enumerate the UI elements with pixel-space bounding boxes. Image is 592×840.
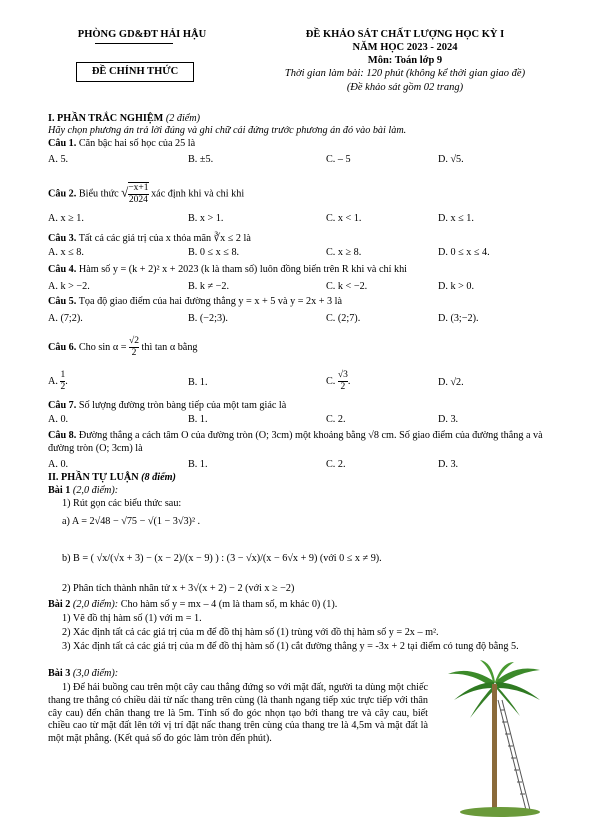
school-year: NĂM HỌC 2023 - 2024 bbox=[352, 42, 458, 54]
bai3-heading: Bài 3 (3,0 điểm): bbox=[48, 668, 119, 679]
q3-option-c: C. x ≥ 8. bbox=[326, 247, 362, 258]
question-1: Câu 1. Căn bậc hai số học của 25 là bbox=[48, 138, 196, 149]
q4-option-c: C. k < −2. bbox=[326, 281, 368, 292]
question-2: Câu 2. Biểu thức √ $\frac{-x+1}{2024}$ xác định khi và chỉ khi bbox=[48, 183, 245, 205]
q3-option-d: D. 0 ≤ x ≤ 4. bbox=[438, 247, 490, 258]
subject: Môn: Toán lớp 9 bbox=[367, 55, 443, 67]
question-5: Câu 5. Tọa độ giao điểm của hai đường thẳng y = x + 5 và y = 2x + 3 là bbox=[48, 296, 343, 307]
exam-title: ĐỀ KHẢO SÁT CHẤT LƯỢNG HỌC KỲ I bbox=[305, 29, 505, 40]
q4-option-d: D. k > 0. bbox=[438, 281, 475, 292]
q1-option-b: B. ±5. bbox=[188, 154, 214, 165]
palm-trunk bbox=[492, 684, 497, 812]
q3-option-a: A. x ≤ 8. bbox=[48, 247, 84, 258]
q5-option-d: D. (3;−2). bbox=[438, 313, 479, 324]
q7-option-d: D. 3. bbox=[438, 414, 459, 425]
question-6: Câu 6. Cho sin α = $\frac{√2}{2}$ thì tan α bằng bbox=[48, 336, 198, 358]
page-count: (Đề khảo sát gồm 02 trang) bbox=[346, 81, 464, 93]
exam-header bbox=[250, 28, 560, 94]
question-4: Câu 4. Hàm số y = (k + 2)² x + 2023 (k là tham số) luôn đồng biến trên R khi và chỉ khi bbox=[48, 264, 407, 275]
official-label: ĐỀ CHÍNH THỨC bbox=[76, 62, 194, 82]
q4-option-b: B. k ≠ −2. bbox=[188, 281, 230, 292]
q2-option-b: B. x > 1. bbox=[188, 213, 224, 224]
department-name: PHÒNG GD&ĐT HẢI HẬU bbox=[77, 29, 207, 40]
q7-option-a: A. 0. bbox=[48, 414, 69, 425]
time-limit: Thời gian làm bài: 120 phút (không kể thời gian giao đề) bbox=[284, 68, 526, 80]
question-3: Câu 3. Tất cả các giá trị của x thỏa mãn ∛x ≤ 2 là bbox=[48, 233, 251, 244]
bai1-expression-b: b) B = ( √x/(√x + 3) − (x − 2)/(x − 9) ) : (3 − √x)/(x − 6√x + 9) (với 0 ≤ x ≠ 9). bbox=[62, 553, 382, 564]
q6-option-b: B. 1. bbox=[188, 377, 208, 388]
header-divider bbox=[95, 43, 173, 44]
bai3-part1: 1) Để hái buồng cau trên một cây cau thẳng đứng so với mặt đất, người ta dùng một chiếc thang tre thẳng có chiều dài từ nấc thang trên cùng (là thanh ngang tiếp xúc trực tiếp với thân cây cau) đến chân thang tre là 5m. Tính số đo góc nhọn tạo bởi thang tre và cây cau, biết chiều cao từ mặt đất lên tới vị trí đặt nấc thang trên cùng của thang tre là 4,5m và mặt đất là một mặt phẳng. (Kết quả số đo góc làm tròn đến phút). bbox=[48, 682, 428, 744]
q1-option-d: D. √5. bbox=[438, 154, 464, 165]
q5-option-b: B. (−2;3). bbox=[188, 313, 228, 324]
bai2-part2: 2) Xác định tất cả các giá trị của m để đồ thị hàm số (1) trùng với đồ thị hàm số y = 2x – m². bbox=[62, 627, 439, 638]
q6-option-a: A. $\frac{1}{2}$ . bbox=[48, 370, 68, 392]
q3-option-b: B. 0 ≤ x ≤ 8. bbox=[188, 247, 240, 258]
q4-option-a: A. k > −2. bbox=[48, 281, 90, 292]
bai2-heading: Bài 2 (2,0 điểm): Cho hàm số y = mx – 4 (m là tham số, m khác 0) (1). bbox=[48, 599, 338, 610]
part2-heading: II. PHẦN TỰ LUẬN (8 điểm) bbox=[48, 472, 176, 483]
q5-option-c: C. (2;7). bbox=[326, 313, 361, 324]
palm-tree-illustration bbox=[440, 660, 550, 820]
q8-option-a: A. 0. bbox=[48, 459, 69, 470]
q2-option-a: A. x ≥ 1. bbox=[48, 213, 84, 224]
ground bbox=[460, 807, 540, 817]
question-7: Câu 7. Số lượng đường tròn bàng tiếp của một tam giác là bbox=[48, 400, 287, 411]
q2-fraction: $\frac{-x+1}{2024}$ bbox=[128, 183, 149, 205]
bai1-heading: Bài 1 (2,0 điểm): bbox=[48, 485, 119, 496]
q6-fraction: $\frac{√2}{2}$ bbox=[129, 336, 139, 358]
q5-option-a: A. (7;2). bbox=[48, 313, 83, 324]
q6-option-c: C. $\frac{√3}{2}$ . bbox=[326, 370, 351, 392]
bai2-part1: 1) Vẽ đồ thị hàm số (1) với m = 1. bbox=[62, 613, 202, 624]
q8-option-d: D. 3. bbox=[438, 459, 459, 470]
q1-option-a: A. 5. bbox=[48, 154, 69, 165]
bai1-expression-a: a) A = 2√48 − √75 − √(1 − 3√3)² . bbox=[62, 516, 201, 527]
q1-option-c: C. – 5 bbox=[326, 154, 351, 165]
q8-option-b: B. 1. bbox=[188, 459, 208, 470]
q2-option-c: C. x < 1. bbox=[326, 213, 362, 224]
bai1-part2: 2) Phân tích thành nhân tử x + 3√(x + 2) − 2 (với x ≥ −2) bbox=[62, 583, 295, 594]
q7-option-b: B. 1. bbox=[188, 414, 208, 425]
q8-option-c: C. 2. bbox=[326, 459, 346, 470]
q7-option-c: C. 2. bbox=[326, 414, 346, 425]
bai1-part1: 1) Rút gọn các biểu thức sau: bbox=[62, 498, 182, 509]
ladder bbox=[498, 700, 530, 810]
q6-option-d: D. √2. bbox=[438, 377, 464, 388]
part1-heading: I. PHẦN TRẮC NGHIỆM (2 điểm) bbox=[48, 113, 201, 124]
bai2-part3: 3) Xác định tất cả các giá trị của m để đồ thị hàm số (1) cắt đường thẳng y = -3x + 2 tại điểm có tung độ bằng 5. bbox=[62, 641, 519, 652]
q2-option-d: D. x ≤ 1. bbox=[438, 213, 474, 224]
question-8: Câu 8. Đường thẳng a cách tâm O của đường tròn (O; 3cm) một khoảng bằng √8 cm. Số giao điểm của đường thẳng a và đường tròn (O; 3cm) là bbox=[48, 430, 543, 454]
part1-instruction: Hãy chọn phương án trả lời đúng và ghi chữ cái đứng trước phương án đó vào bài làm. bbox=[48, 125, 407, 136]
